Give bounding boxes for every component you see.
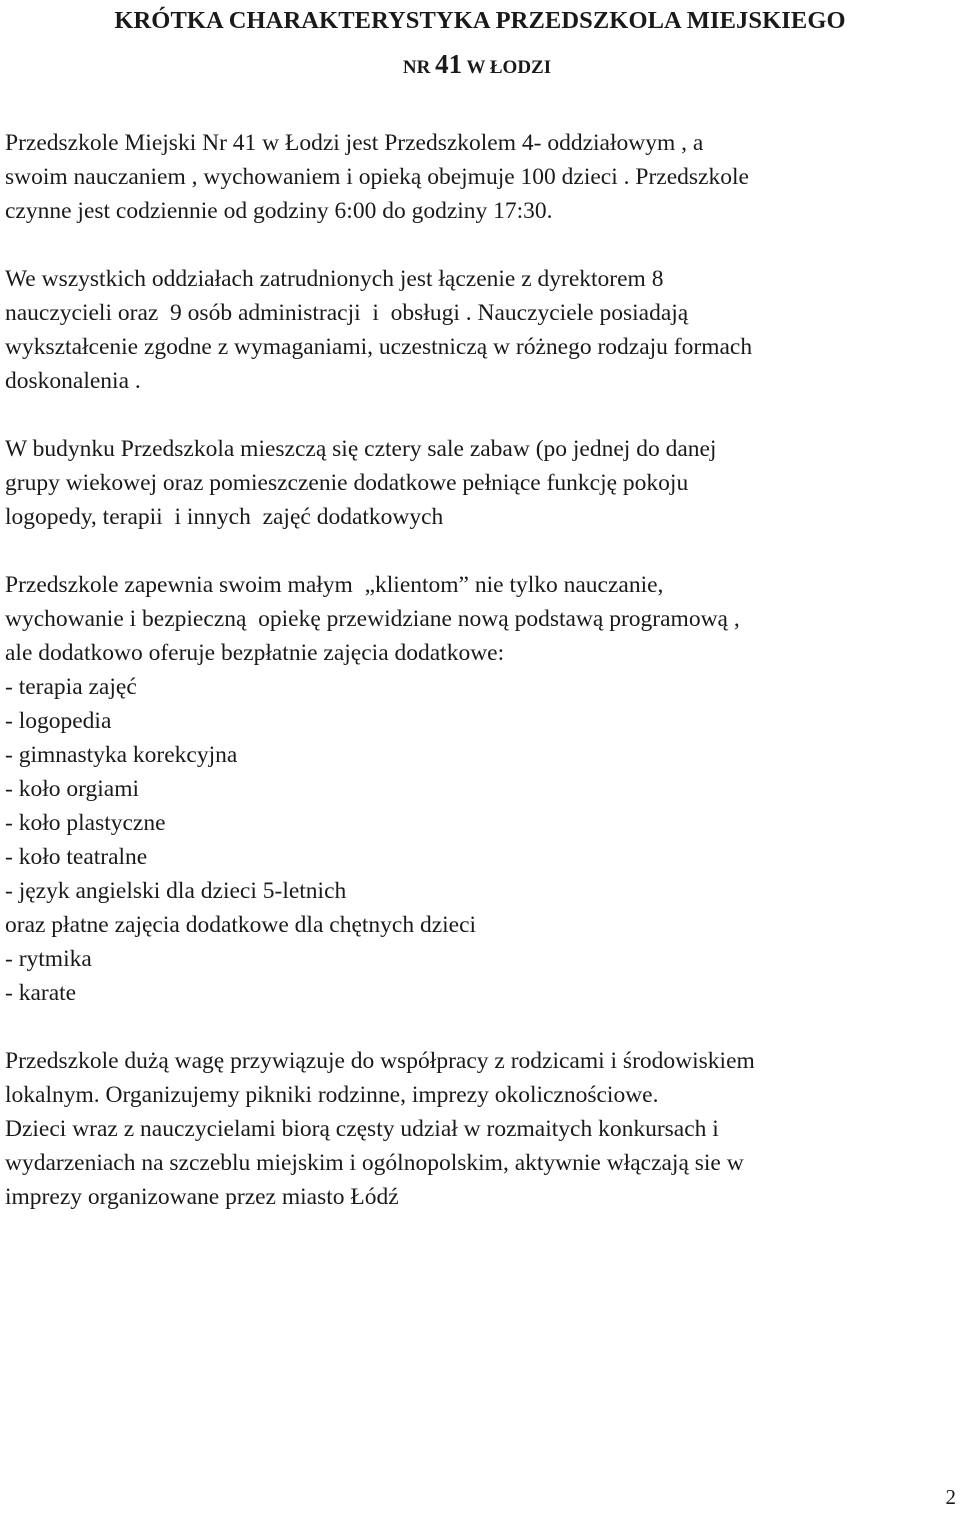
text-line: wydarzeniach na szczeblu miejskim i ogólnopolskim, aktywnie włączają sie w	[5, 1150, 744, 1176]
list-item: - koło teatralne	[5, 844, 148, 870]
title-line-2-prefix: NR	[402, 57, 436, 78]
paragraph-intro	[5, 126, 955, 228]
text-line: oraz płatne zajęcia dodatkowe dla chętnych dzieci	[5, 912, 477, 938]
title-line-2	[0, 48, 955, 84]
paragraph-building	[5, 432, 955, 534]
text-line: nauczycieli oraz 9 osób administracji i obsługi . Nauczyciele posiadają	[5, 300, 689, 326]
paragraph-cooperation	[5, 1044, 955, 1214]
text-line: logopedy, terapii i innych zajęć dodatkowych	[5, 504, 444, 530]
list-item: - logopedia	[5, 708, 112, 734]
text-line: swoim nauczaniem , wychowaniem i opieką obejmuje 100 dzieci . Przedszkole	[5, 164, 749, 190]
page-number: 2	[945, 1485, 956, 1509]
text-line: doskonalenia .	[5, 368, 141, 394]
list-item: - koło plastyczne	[5, 810, 166, 836]
list-item: - koło orgiami	[5, 776, 140, 802]
text-line: imprezy organizowane przez miasto Łódź	[5, 1184, 399, 1210]
text-line: Przedszkole zapewnia swoim małym „klientom” nie tylko nauczanie,	[5, 572, 664, 598]
list-item: - rytmika	[5, 946, 92, 972]
title-line-2-suffix: W ŁODZI	[462, 57, 552, 78]
text-line: Przedszkole dużą wagę przywiązuje do współpracy z rodzicami i środowiskiem	[5, 1048, 755, 1074]
text-line: wykształcenie zgodne z wymaganiami, uczestniczą w różnego rodzaju formach	[5, 334, 753, 360]
paragraph-staff	[5, 262, 955, 398]
text-line: ale dodatkowo oferuje bezpłatnie zajęcia dodatkowe:	[5, 640, 505, 666]
document-title	[5, 6, 955, 84]
title-line-2-number: 41	[435, 49, 463, 79]
title-line-1: KRÓTKA CHARAKTERYSTYKA PRZEDSZKOLA MIEJSKIEGO	[114, 7, 846, 34]
text-line: grupy wiekowej oraz pomieszczenie dodatkowe pełniące funkcję pokoju	[5, 470, 689, 496]
list-item: - karate	[5, 980, 77, 1006]
list-item: - terapia zajęć	[5, 674, 137, 700]
text-line: Przedszkole Miejski Nr 41 w Łodzi jest Przedszkolem 4- oddziałowym , a	[5, 130, 704, 156]
text-line: czynne jest codziennie od godziny 6:00 do godziny 17:30.	[5, 198, 553, 224]
paragraph-activities	[5, 568, 955, 1010]
text-line: Dzieci wraz z nauczycielami biorą częsty udział w rozmaitych konkursach i	[5, 1116, 719, 1142]
document-page	[5, 0, 955, 1210]
text-line: wychowanie i bezpieczną opiekę przewidziane nową podstawą programową ,	[5, 606, 740, 632]
text-line: We wszystkich oddziałach zatrudnionych jest łączenie z dyrektorem 8	[5, 266, 664, 292]
list-item: - język angielski dla dzieci 5-letnich	[5, 878, 347, 904]
text-line: W budynku Przedszkola mieszczą się cztery sale zabaw (po jednej do danej	[5, 436, 717, 462]
list-item: - gimnastyka korekcyjna	[5, 742, 238, 768]
text-line: lokalnym. Organizujemy pikniki rodzinne, imprezy okolicznościowe.	[5, 1082, 659, 1108]
